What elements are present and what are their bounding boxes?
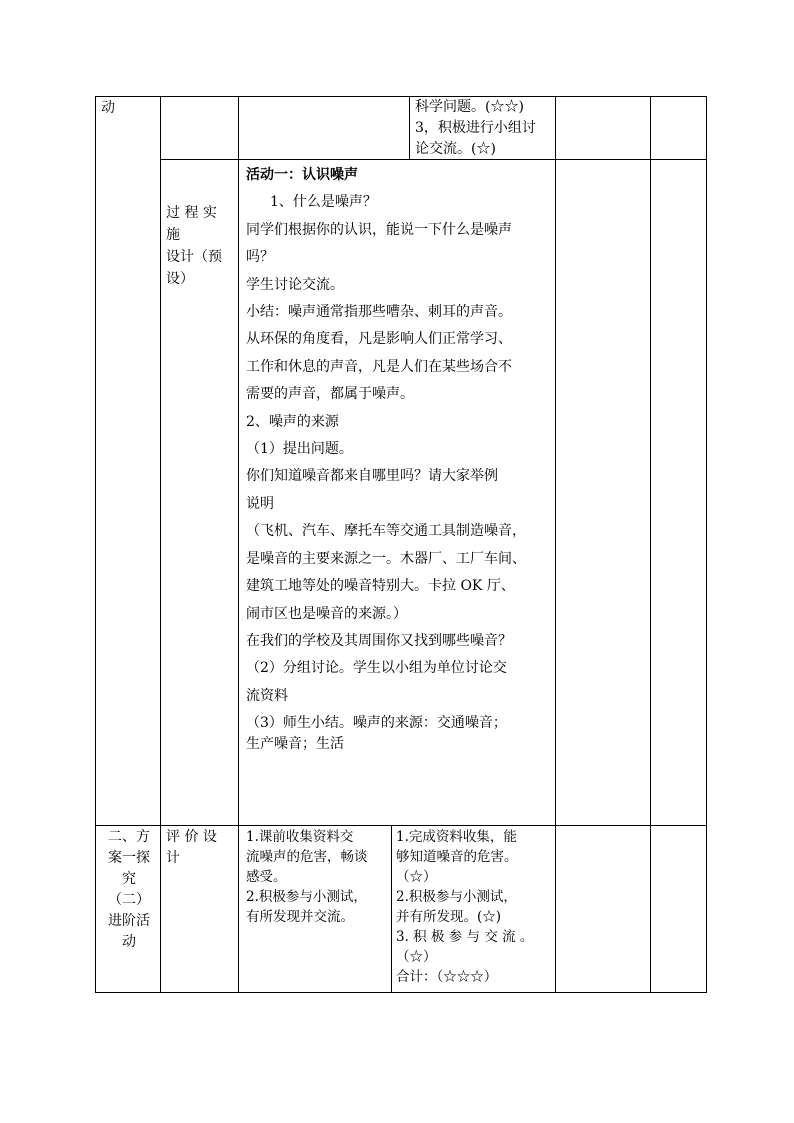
eval-label-line-2: 计	[166, 850, 180, 866]
evaluation-stars-cell	[396, 827, 551, 987]
activity-content	[246, 162, 552, 754]
row1-stage-cell	[101, 97, 157, 119]
stage-line-6: 动	[122, 934, 136, 950]
content-line-20: 流资料	[246, 687, 288, 704]
stage-line-2: 案一探	[108, 850, 150, 866]
content-line-6: 小结：噪声通常指那些嘈杂、刺耳的声音。	[246, 304, 512, 321]
content-line-11: （1）提出问题。	[246, 441, 353, 458]
stage-label-advanced	[101, 827, 157, 953]
evaluation-design-label	[166, 827, 236, 869]
content-line-21: （3）师生小结。噪声的来源：交通噪音；	[246, 715, 507, 732]
criteria-line-1: 1.课前收集资料交	[246, 829, 354, 845]
stage-line-3: 究	[122, 871, 136, 887]
content-line-9: 需要的声音，都属于噪声。	[246, 386, 414, 403]
criteria-line-5: 有所发现并交流。	[246, 909, 354, 925]
activity-title: 活动一：认识噪声	[246, 167, 358, 183]
content-line-12: 你们知道噪音都来自哪里吗？请大家举例	[246, 468, 498, 485]
stars-total: 合计：（☆☆☆）	[396, 969, 498, 985]
row1-evaluation-cell	[415, 97, 551, 160]
content-line-18: 在我们的学校及其周围你又找到哪些噪音？	[246, 632, 512, 649]
label-line-2: 施	[166, 227, 180, 243]
content-line-8: 工作和休息的声音，凡是人们在某些场合不	[246, 358, 512, 375]
content-line-22: 生产噪音；生活	[246, 736, 344, 753]
stage-line-5: 进阶活	[108, 913, 150, 929]
content-line-5: 学生讨论交流。	[246, 276, 344, 293]
content-line-2: 1、什么是噪声？	[270, 194, 377, 211]
criteria-line-3: 感受。	[246, 869, 287, 885]
label-line-1: 过 程 实	[166, 205, 217, 221]
evaluation-criteria-cell	[246, 827, 389, 927]
content-line-17: 闹市区也是噪音的来源。）	[246, 605, 407, 622]
content-line-3: 同学们根据你的认识，能说一下什么是噪声	[246, 221, 512, 238]
row1-eval-line-2: 3，积极进行小组讨	[415, 120, 536, 136]
label-line-3: 设计（预	[166, 249, 222, 265]
eval-label-line-1: 评 价 设	[166, 829, 217, 845]
stars-line-2: 够知道噪音的危害。	[396, 849, 518, 865]
label-line-4: 设）	[166, 271, 194, 287]
content-line-10: 2、噪声的来源	[246, 413, 339, 430]
row1-eval-line-3: 论交流。(☆)	[415, 141, 496, 157]
stars-line-5: 并有所发现。(☆)	[396, 909, 502, 925]
content-line-15: 是噪音的主要来源之一。木器厂、工厂车间、	[246, 550, 526, 567]
process-design-label	[166, 202, 236, 290]
stars-line-6: 3. 积 极 参 与 交 流 。	[396, 929, 534, 945]
content-line-7: 从环保的角度看，凡是影响人们正常学习、	[246, 331, 512, 348]
stage-line-1: 二、方	[108, 829, 150, 845]
stars-line-1: 1.完成资料收集，能	[396, 829, 517, 845]
criteria-line-4: 2.积极参与小测试，	[246, 889, 367, 905]
stage-line-4: （二）	[108, 892, 150, 908]
content-line-16: 建筑工地等处的噪音特别大。卡拉 OK 厅、	[246, 578, 515, 595]
stars-line-7: （☆）	[396, 949, 437, 965]
content-line-14: （飞机、汽车、摩托车等交通工具制造噪音，	[246, 523, 526, 540]
content-line-13: 说明	[246, 495, 274, 512]
stars-line-3: （☆）	[396, 869, 437, 885]
content-line-19: （2）分组讨论。学生以小组为单位讨论交	[246, 660, 507, 677]
stars-line-4: 2.积极参与小测试，	[396, 889, 517, 905]
content-line-4: 吗？	[246, 249, 274, 266]
criteria-line-2: 流噪声的危害，畅谈	[246, 849, 368, 865]
row1-stage-text: 动	[101, 100, 115, 116]
row1-eval-line-1: 科学问题。(☆☆)	[415, 99, 524, 115]
